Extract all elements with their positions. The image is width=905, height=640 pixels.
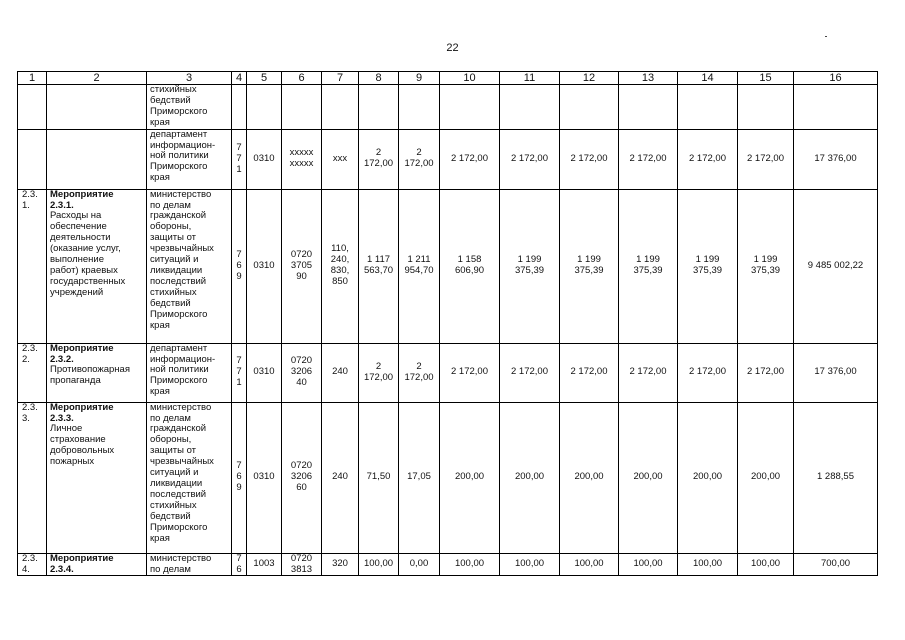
- grbs-code: 7 6 9: [232, 402, 247, 553]
- item-number: [18, 85, 47, 130]
- activity-cell: [47, 85, 147, 130]
- year-value: 2 172,00: [359, 343, 399, 402]
- expense-type-code: 240: [322, 343, 359, 402]
- activity-title: Мероприятие 2.3.4.: [50, 553, 114, 575]
- year-value: 2 172,00: [678, 129, 738, 189]
- year-value: 1 199 375,39: [619, 189, 678, 343]
- year-value: 1 211 954,70: [399, 189, 440, 343]
- executor-cell: министерство по делам гражданской обороны, защиты от чрезвычайных ситуаций и ликвидации последствий стихийных бедствий Приморского края: [147, 402, 232, 553]
- item-number: [18, 129, 47, 189]
- table-row: [18, 85, 878, 130]
- section-code: 0310: [247, 343, 282, 402]
- year-value: 1 199 375,39: [738, 189, 794, 343]
- scan-speck: [825, 36, 827, 37]
- activity-name: Личное страхование добровольных пожарных: [50, 423, 115, 468]
- expense-type-code: 110, 240, 830, 850: [322, 189, 359, 343]
- section-code: 0310: [247, 129, 282, 189]
- column-header-12: 12: [560, 72, 619, 85]
- year-value: [560, 85, 619, 130]
- target-article-code: 0720 3206 40: [282, 343, 322, 402]
- table-row: [18, 402, 878, 553]
- year-value: 100,00: [678, 553, 738, 576]
- column-header-9: 9: [399, 72, 440, 85]
- year-value: 2 172,00: [738, 343, 794, 402]
- table-row: [18, 129, 878, 189]
- total-value: [794, 85, 878, 130]
- table-row: [18, 553, 878, 576]
- year-value: [440, 85, 500, 130]
- year-value: 200,00: [678, 402, 738, 553]
- activity-cell: [47, 189, 147, 343]
- grbs-code: [232, 85, 247, 130]
- executor-cell: департамент информацион- ной политики Приморского края: [147, 129, 232, 189]
- activity-cell: [47, 402, 147, 553]
- page-number: 22: [446, 42, 459, 54]
- table-row: [18, 343, 878, 402]
- year-value: 100,00: [738, 553, 794, 576]
- year-value: 100,00: [440, 553, 500, 576]
- year-value: 71,50: [359, 402, 399, 553]
- year-value: [738, 85, 794, 130]
- section-code: 1003: [247, 553, 282, 576]
- target-article-code: 0720 3813: [282, 553, 322, 576]
- expense-type-code: xxx: [322, 129, 359, 189]
- column-header-4: 4: [232, 72, 247, 85]
- year-value: 2 172,00: [560, 343, 619, 402]
- year-value: 1 199 375,39: [678, 189, 738, 343]
- year-value: 100,00: [500, 553, 560, 576]
- year-value: 1 199 375,39: [560, 189, 619, 343]
- activity-title: Мероприятие 2.3.1.: [50, 189, 114, 211]
- executor-cell: департамент информацион- ной политики Приморского края: [147, 343, 232, 402]
- section-code: 0310: [247, 402, 282, 553]
- column-header-15: 15: [738, 72, 794, 85]
- year-value: 2 172,00: [678, 343, 738, 402]
- activity-cell: [47, 343, 147, 402]
- target-article-code: [282, 85, 322, 130]
- column-header-14: 14: [678, 72, 738, 85]
- column-header-6: 6: [282, 72, 322, 85]
- grbs-code: 7 7 1: [232, 343, 247, 402]
- total-value: 17 376,00: [794, 129, 878, 189]
- year-value: 1 117 563,70: [359, 189, 399, 343]
- year-value: 0,00: [399, 553, 440, 576]
- executor-cell: стихийных бедствий Приморского края: [147, 85, 232, 130]
- year-value: 2 172,00: [619, 129, 678, 189]
- column-header-5: 5: [247, 72, 282, 85]
- total-value: 700,00: [794, 553, 878, 576]
- year-value: 200,00: [619, 402, 678, 553]
- year-value: 1 158 606,90: [440, 189, 500, 343]
- column-header-16: 16: [794, 72, 878, 85]
- column-header-11: 11: [500, 72, 560, 85]
- year-value: 200,00: [500, 402, 560, 553]
- year-value: 1 199 375,39: [500, 189, 560, 343]
- year-value: 2 172,00: [619, 343, 678, 402]
- target-article-code: 0720 3705 90: [282, 189, 322, 343]
- year-value: 100,00: [560, 553, 619, 576]
- item-number: 2.3. 3.: [18, 402, 47, 553]
- grbs-code: 7 7 1: [232, 129, 247, 189]
- expense-type-code: 240: [322, 402, 359, 553]
- grbs-code: 7 6 9: [232, 189, 247, 343]
- target-article-code: xxxxx xxxxx: [282, 129, 322, 189]
- column-header-3: 3: [147, 72, 232, 85]
- column-header-1: 1: [18, 72, 47, 85]
- year-value: 200,00: [560, 402, 619, 553]
- activity-name: Расходы на обеспечение деятельности (оказание услуг, выполнение работ) краевых государственных учреждений: [50, 210, 126, 298]
- year-value: [359, 85, 399, 130]
- column-header-2: 2: [47, 72, 147, 85]
- section-code: [247, 85, 282, 130]
- activity-cell: [47, 553, 147, 576]
- header-row: [18, 72, 878, 85]
- total-value: 9 485 002,22: [794, 189, 878, 343]
- year-value: 2 172,00: [440, 129, 500, 189]
- year-value: [619, 85, 678, 130]
- year-value: 100,00: [359, 553, 399, 576]
- column-header-8: 8: [359, 72, 399, 85]
- total-value: 1 288,55: [794, 402, 878, 553]
- activity-cell: [47, 129, 147, 189]
- year-value: 2 172,00: [359, 129, 399, 189]
- year-value: [399, 85, 440, 130]
- column-header-7: 7: [322, 72, 359, 85]
- year-value: 100,00: [619, 553, 678, 576]
- year-value: 17,05: [399, 402, 440, 553]
- year-value: 2 172,00: [399, 343, 440, 402]
- total-value: 17 376,00: [794, 343, 878, 402]
- year-value: 2 172,00: [500, 129, 560, 189]
- year-value: [678, 85, 738, 130]
- grbs-code: 7 6: [232, 553, 247, 576]
- activity-name: Противопожарная пропаганда: [50, 364, 130, 387]
- section-code: 0310: [247, 189, 282, 343]
- year-value: 2 172,00: [738, 129, 794, 189]
- expense-type-code: [322, 85, 359, 130]
- executor-cell: министерство по делам гражданской обороны, защиты от чрезвычайных ситуаций и ликвидации последствий стихийных бедствий Приморского края: [147, 189, 232, 343]
- item-number: 2.3. 4.: [18, 553, 47, 576]
- year-value: 200,00: [440, 402, 500, 553]
- year-value: [500, 85, 560, 130]
- year-value: 2 172,00: [500, 343, 560, 402]
- column-header-13: 13: [619, 72, 678, 85]
- table-row: [18, 189, 878, 343]
- item-number: 2.3. 2.: [18, 343, 47, 402]
- budget-table: [17, 71, 878, 576]
- year-value: 2 172,00: [399, 129, 440, 189]
- activity-title: Мероприятие 2.3.2.: [50, 343, 114, 365]
- target-article-code: 0720 3206 60: [282, 402, 322, 553]
- executor-cell: министерство по делам: [147, 553, 232, 576]
- column-header-10: 10: [440, 72, 500, 85]
- year-value: 200,00: [738, 402, 794, 553]
- item-number: 2.3. 1.: [18, 189, 47, 343]
- activity-title: Мероприятие 2.3.3.: [50, 402, 114, 424]
- year-value: 2 172,00: [560, 129, 619, 189]
- expense-type-code: 320: [322, 553, 359, 576]
- year-value: 2 172,00: [440, 343, 500, 402]
